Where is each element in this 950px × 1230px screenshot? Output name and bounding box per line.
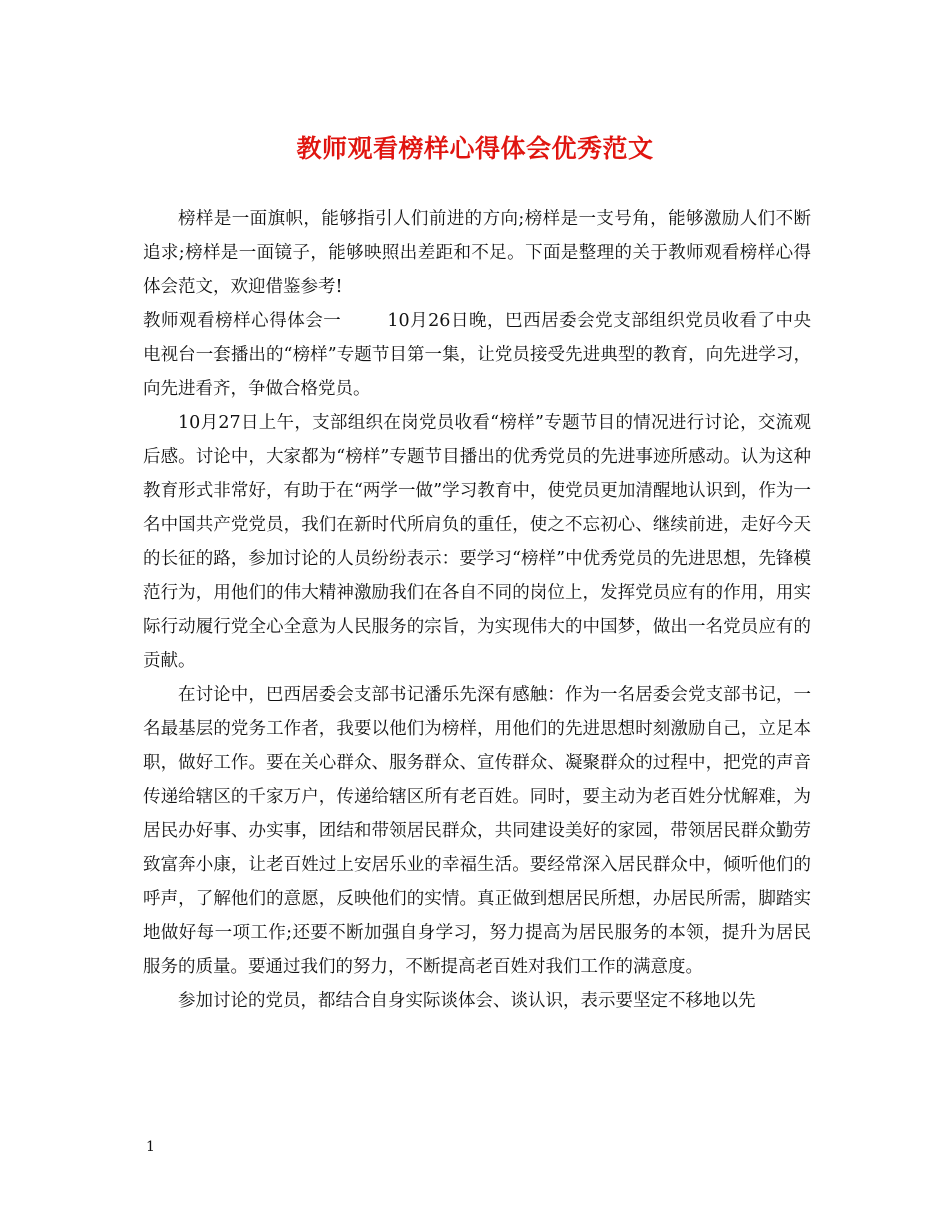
section-first-paragraph: 10月26日晚，巴西居委会党支部组织党员收看了中央电视台一套播出的“榜样”专题节目第一集，让党员接受先进典型的教育，向先进学习，向先进看齐，争做合格党员。 bbox=[143, 311, 811, 399]
body-paragraph: 参加讨论的党员，都结合自身实际谈体会、谈认识，表示要坚定不移地以先 bbox=[178, 991, 756, 1011]
document-body bbox=[143, 202, 811, 1018]
section-one-paragraph bbox=[143, 304, 811, 406]
document-title: 教师观看榜样心得体会优秀范文 bbox=[296, 134, 654, 163]
intro-paragraph: 榜样是一面旗帜，能够指引人们前进的方向;榜样是一支号角，能够激励人们不断追求;榜样是一面镜子，能够映照出差距和不足。下面是整理的关于教师观看榜样心得体会范文，欢迎借鉴参考! bbox=[143, 209, 811, 297]
body-paragraph: 10月27日上午，支部组织在岗党员收看“榜样”专题节目的情况进行讨论，交流观后感。讨论中，大家都为“榜样”专题节目播出的优秀党员的先进事迹所感动。认为这种教育形式非常好，有助于在“两学一做”学习教育中，使党员更加清醒地认识到，作为一名中国共产党党员，我们在新时代所肩负的重任，使之不忘初心、继续前进，走好今天的长征的路，参加讨论的人员纷纷表示：要学习“榜样”中优秀党员的先进思想，先锋模范行为，用他们的伟大精神激励我们在各自不同的岗位上，发挥党员应有的作用，用实际行动履行党全心全意为人民服务的宗旨，为实现伟大的中国梦，做出一名党员应有的贡献。 bbox=[143, 413, 811, 671]
page-number: 1 bbox=[146, 1139, 155, 1155]
section-heading: 教师观看榜样心得体会一 bbox=[143, 311, 342, 331]
body-paragraph: 在讨论中，巴西居委会支部书记潘乐先深有感触：作为一名居委会党支部书记，一名最基层的党务工作者，我要以他们为榜样，用他们的先进思想时刻激励自己，立足本职，做好工作。要在关心群众、服务群众、宣传群众、凝聚群众的过程中，把党的声音传递给辖区的千家万户，传递给辖区所有老百姓。同时，要主动为老百姓分忧解难，为居民办好事、办实事，团结和带领居民群众，共同建设美好的家园，带领居民群众勤劳致富奔小康，让老百姓过上安居乐业的幸福生活。要经常深入居民群众中，倾听他们的呼声，了解他们的意愿，反映他们的实情。真正做到想居民所想，办居民所需，脚踏实地做好每一项工作;还要不断加强自身学习，努力提高为居民服务的本领，提升为居民服务的质量。要通过我们的努力，不断提高老百姓对我们工作的满意度。 bbox=[143, 685, 811, 977]
